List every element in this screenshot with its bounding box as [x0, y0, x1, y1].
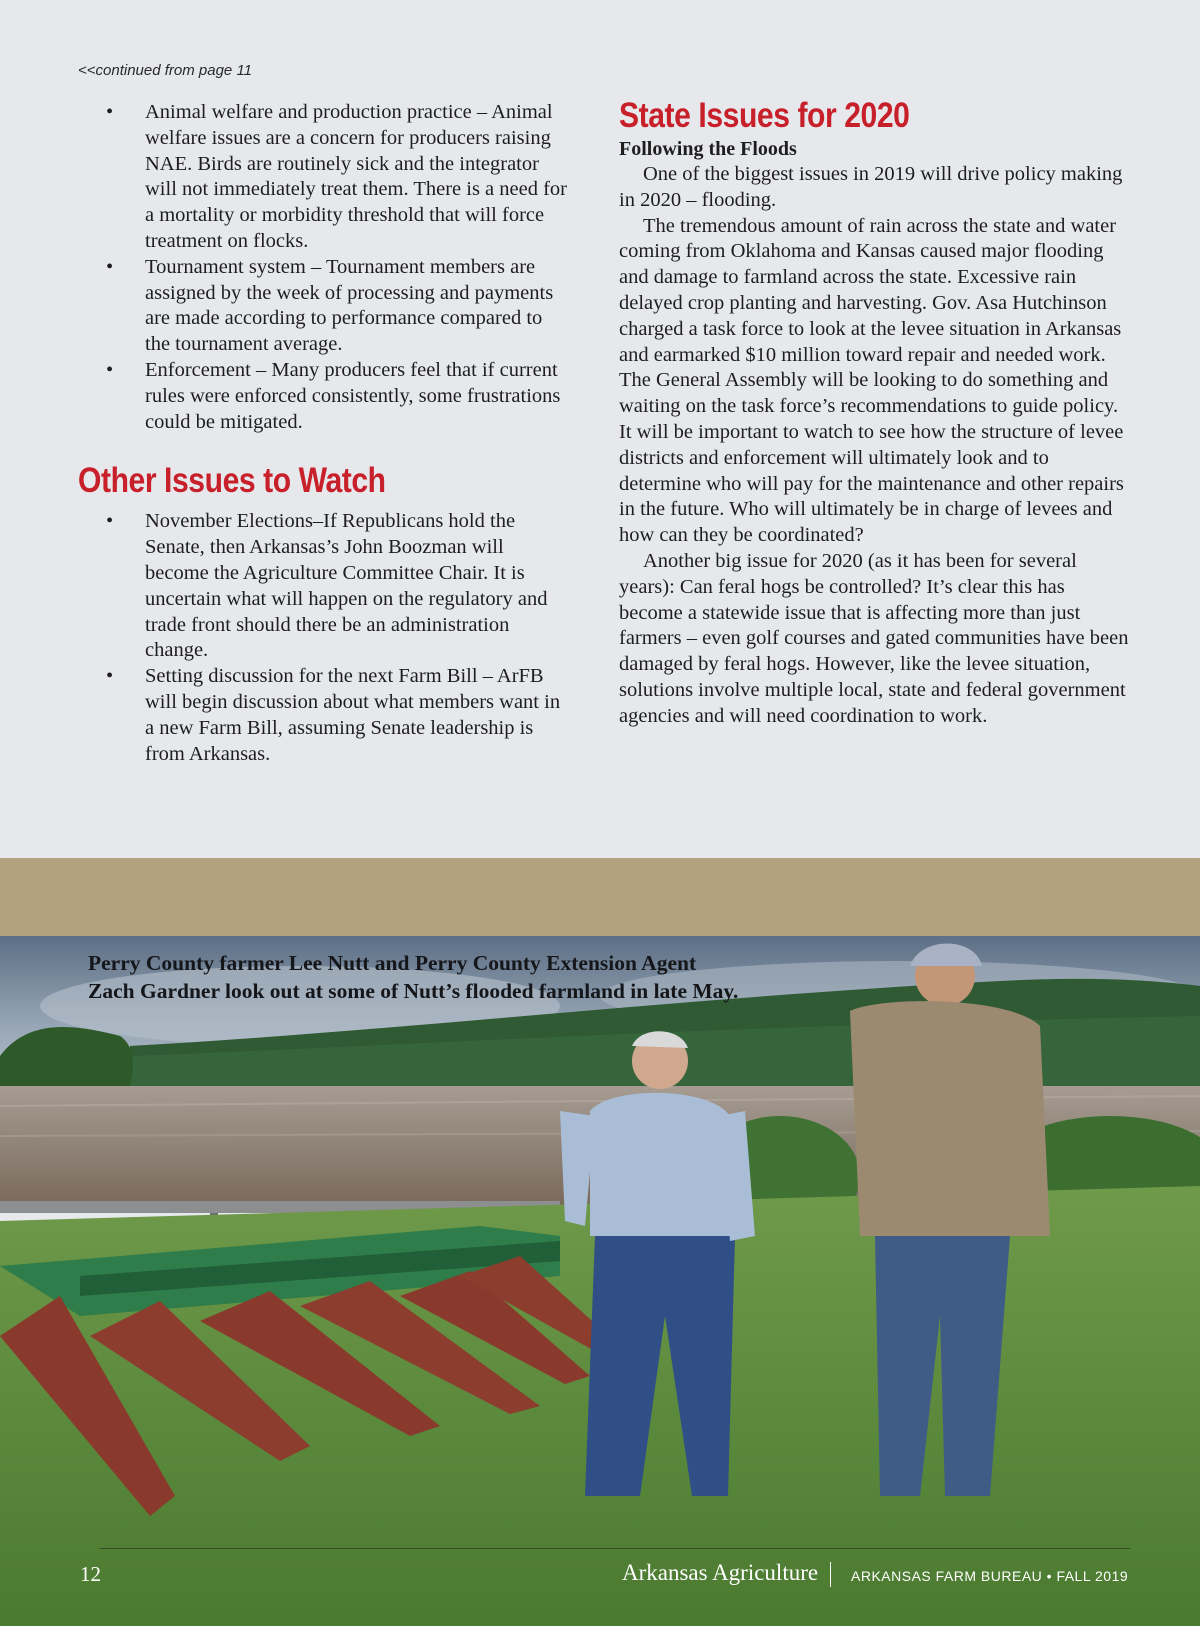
- footer-rule: [100, 1548, 1130, 1549]
- bullet-list-bottom: [78, 509, 568, 767]
- photo-caption: [88, 950, 848, 1005]
- subheading-floods: Following the Floods: [619, 138, 797, 160]
- paragraph: The tremendous amount of rain across the state and water coming from Oklahoma and Kansas caused major flooding and damage to farmland across the state. Excessive rain delayed crop planting and harvesting. Gov. Asa Hutchinson charged a task force to look at the levee situation in Arkansas and earmarked $10 million toward repair and needed work. The General Assembly will be looking to do something and waiting on the task force’s recommendations to guide policy. It will be important to watch to see how the structure of levee districts and enforcement will ultimately look and to determine who will pay for the maintenance and other repairs in the future. Who will ultimately be in charge of levees and how can they be coordinated?: [619, 214, 1124, 547]
- paragraph: Another big issue for 2020 (as it has been for several years): Can feral hogs be controlled? It’s clear this has become a statewide issue that is affecting more than just farmers – even golf courses and gated communities have been damaged by feral hogs. However, like the levee situation, solutions involve multiple local, state and federal government agencies and will need coordination to work.: [619, 549, 1129, 727]
- photo-illustration: [0, 936, 1200, 1626]
- paragraph: One of the biggest issues in 2019 will drive policy making in 2020 – flooding.: [619, 163, 1123, 211]
- list-item: • Enforcement – Many producers feel that if current rules were enforced consistently, some frustrations could be mitigated.: [78, 358, 568, 435]
- list-item: • Setting discussion for the next Farm Bill – ArFB will begin discussion about what members want in a new Farm Bill, assuming Senate leadership is from Arkansas.: [78, 664, 568, 767]
- right-column: [619, 96, 1129, 730]
- caption-line: Perry County farmer Lee Nutt and Perry County Extension Agent: [88, 951, 697, 975]
- caption-line: Zach Gardner look out at some of Nutt’s flooded farmland in late May.: [88, 978, 739, 1003]
- bullet-list-top: [78, 100, 568, 435]
- magazine-title: Arkansas Agriculture: [622, 1560, 819, 1585]
- flooded-farmland-photo: [0, 936, 1200, 1626]
- tan-divider-band: [0, 858, 1200, 936]
- list-item: • November Elections–If Republicans hold the Senate, then Arkansas’s John Boozman will become the Agriculture Committee Chair. It is uncertain what will happen on the regulatory and trade front should there be an administration change.: [78, 509, 568, 664]
- left-column: [78, 100, 568, 767]
- footer-separator: [830, 1562, 831, 1587]
- list-item: • Animal welfare and production practice – Animal welfare issues are a concern for producers raising NAE. Birds are routinely sick and the integrator will not immediately treat them. There is a need for a mortality or morbidity threshold that will force treatment on flocks.: [78, 100, 568, 255]
- page-number: 12: [80, 1562, 101, 1586]
- publisher-issue: ARKANSAS FARM BUREAU • FALL 2019: [851, 1568, 1129, 1584]
- continued-note: <<continued from page 11: [78, 62, 253, 79]
- section-heading-other-issues: Other Issues to Watch: [78, 461, 386, 501]
- section-heading-state-issues: State Issues for 2020: [619, 96, 910, 135]
- list-item: • Tournament system – Tournament members are assigned by the week of processing and payments are made according to performance compared to the tournament average.: [78, 255, 568, 358]
